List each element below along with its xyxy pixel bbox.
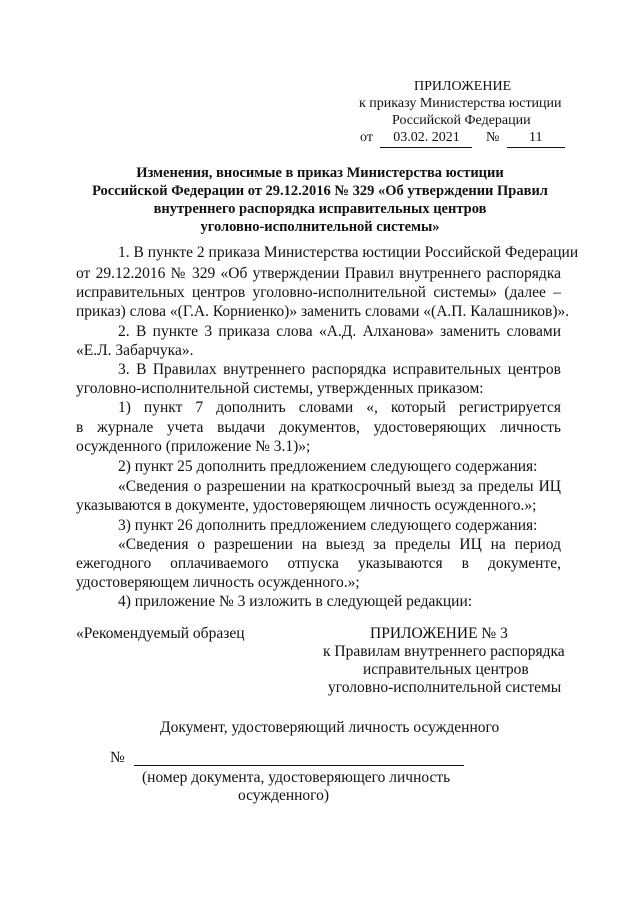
body-line-12: 2) пункт 25 дополнить предложением следующего содержания: [118,458,538,475]
sample-rules-line-3: уголовно-исполнительной системы [328,679,562,696]
order-date-number [360,129,565,148]
federation-line: Российской Федерации [392,113,531,128]
sample-rules-line-2: исправительных центров [363,661,529,678]
body-line-3: исправительных центров уголовно-исполнительной системы» (далее – [76,284,561,301]
sample-rules-line-1: к Правилам внутреннего распорядка [323,643,565,660]
sample-number-underline [134,765,464,766]
body-line-5: 2. В пункте 3 приказа слова «А.Д. Алханова» заменить словами [118,323,561,340]
number-sign: № [485,130,500,145]
body-line-15: 3) пункт 26 дополнить предложением следующего содержания: [118,517,538,534]
body-line-6: «Е.Л. Забарчука». [76,342,194,359]
body-line-2: от 29.12.2016 № 329 «Об утверждении Правил внутреннего распорядка [76,265,561,282]
body-line-17: ежегодного оплачиваемого отпуска указываются в документе, [76,555,561,572]
sample-document-title: Документ, удостоверяющий личность осужденного [160,719,500,736]
body-line-16: «Сведения о разрешении на выезд за пределы ИЦ на период [118,536,561,553]
body-line-18: удостоверяющем личность осужденного.»; [76,574,360,591]
body-line-11: осужденного (приложение № 3.1)»; [76,438,311,455]
from-label: от [360,130,373,145]
order-number: 11 [507,129,565,148]
body-line-1: 1. В пункте 2 приказа Министерства юстиции Российской Федерации [118,244,579,261]
title-line-4: уголовно-исполнительной системы» [200,219,440,235]
sample-caption-line-2: осужденного) [238,787,330,804]
body-line-10: в журнале учета выдачи документов, удостоверяющих личность [76,419,561,436]
sample-caption-line-1: (номер документа, удостоверяющего личность [142,769,451,786]
body-line-13: «Сведения о разрешении на краткосрочный выезд за пределы ИЦ [118,478,561,495]
appendix-heading: ПРИЛОЖЕНИЕ [414,79,512,94]
body-line-7: 3. В Правилах внутреннего распорядка исправительных центров [118,361,561,378]
order-date: 03.02. 2021 [380,129,472,148]
body-line-4: приказ) слова «(Г.А. Корниенко)» заменить словами «(А.П. Калашников)». [76,303,570,320]
sample-appendix-heading: ПРИЛОЖЕНИЕ № 3 [370,625,508,642]
title-line-3: внутреннего распорядка исправительных центров [153,201,487,217]
body-line-9: 1) пункт 7 дополнить словами «, который регистрируется [118,399,561,416]
to-order-line: к приказу Министерства юстиции [359,96,562,111]
body-line-8: уголовно-исполнительной системы, утвержденных приказом: [76,380,484,397]
title-line-1: Изменения, вносимые в приказ Министерства юстиции [136,165,504,181]
title-line-2: Российской Федерации от 29.12.2016 № 329 «Об утверждении Правил [92,183,548,199]
sample-label: «Рекомендуемый образец [76,625,245,642]
body-line-14: указываются в документе, удостоверяющем личность осужденного.»; [76,497,537,514]
body-line-19: 4) приложение № 3 изложить в следующей редакции: [118,593,473,610]
sample-number-sign: № [110,749,125,766]
